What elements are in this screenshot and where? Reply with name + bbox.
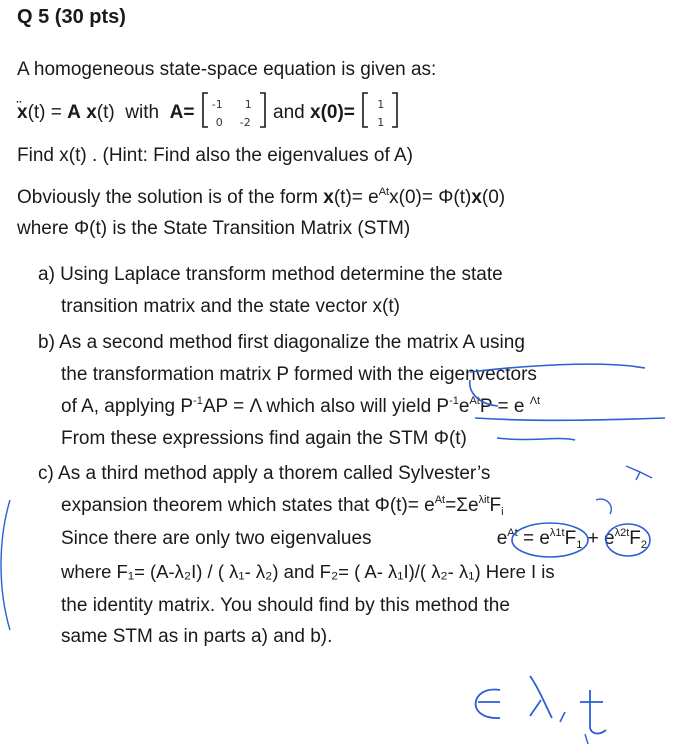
intro-text: A homogeneous state-space equation is given as: [17, 59, 437, 80]
part-c-line5: the identity matrix. You should find by this method the [61, 595, 510, 616]
part-a-line1: a) Using Laplace transform method determine the state [38, 264, 503, 285]
part-b-line2: the transformation matrix P formed with the eigenvectors [61, 364, 537, 385]
vector-x0: 1 1 [360, 91, 400, 129]
part-c-line1: c) As a third method apply a thorem called Sylvester’s [38, 463, 491, 484]
part-c-line6: same STM as in parts a) and b). [61, 626, 333, 647]
part-b-line3: of A, applying $P^{-1}AP = \Lambda$ which also will yield $P^{-1}e^{At}P = e$ $^{\Lambda t}$ [61, 395, 541, 417]
part-a-line2: transition matrix and the state vector x(t) [61, 296, 400, 317]
part-b-line1: b) As a second method first diagonalize the matrix A using [38, 332, 525, 353]
state-equation: x (t) = A x(t) with A= -1 1 0 -2 and x(0)= 1 1 [17, 97, 400, 129]
solution-form: Obviously the solution is of the form $x(t)= e^{At}x(0)= \Phi(t)x(0)$ [17, 186, 506, 208]
part-c-line3: Since there are only two eigenvalues $e^{At} = e^{\lambda 1t}F_1 + e^{\lambda 2t}F_2$ [61, 527, 647, 551]
where-text: where Φ(t) is the State Transition Matrix (STM) [17, 218, 411, 239]
find-text: Find x(t) . (Hint: Find also the eigenvalues of A) [17, 145, 414, 166]
matrix-a: -1 1 0 -2 [200, 91, 268, 129]
part-c-line4: where F₁= (A-λ₂I) / ( λ₁- λ₂) and F₂= ( A- λ₁I)/( λ₂- λ₁) Here I is [61, 561, 555, 582]
part-c-line2: expansion theorem which states that $\Phi(t)= e^{At}=\Sigma e^{\lambda it}F_i$ [61, 494, 504, 518]
question-title: Q 5 (30 pts) [17, 6, 126, 28]
part-b-line4: From these expressions find again the STM Φ(t) [61, 428, 467, 449]
x-dot: x [17, 102, 28, 124]
